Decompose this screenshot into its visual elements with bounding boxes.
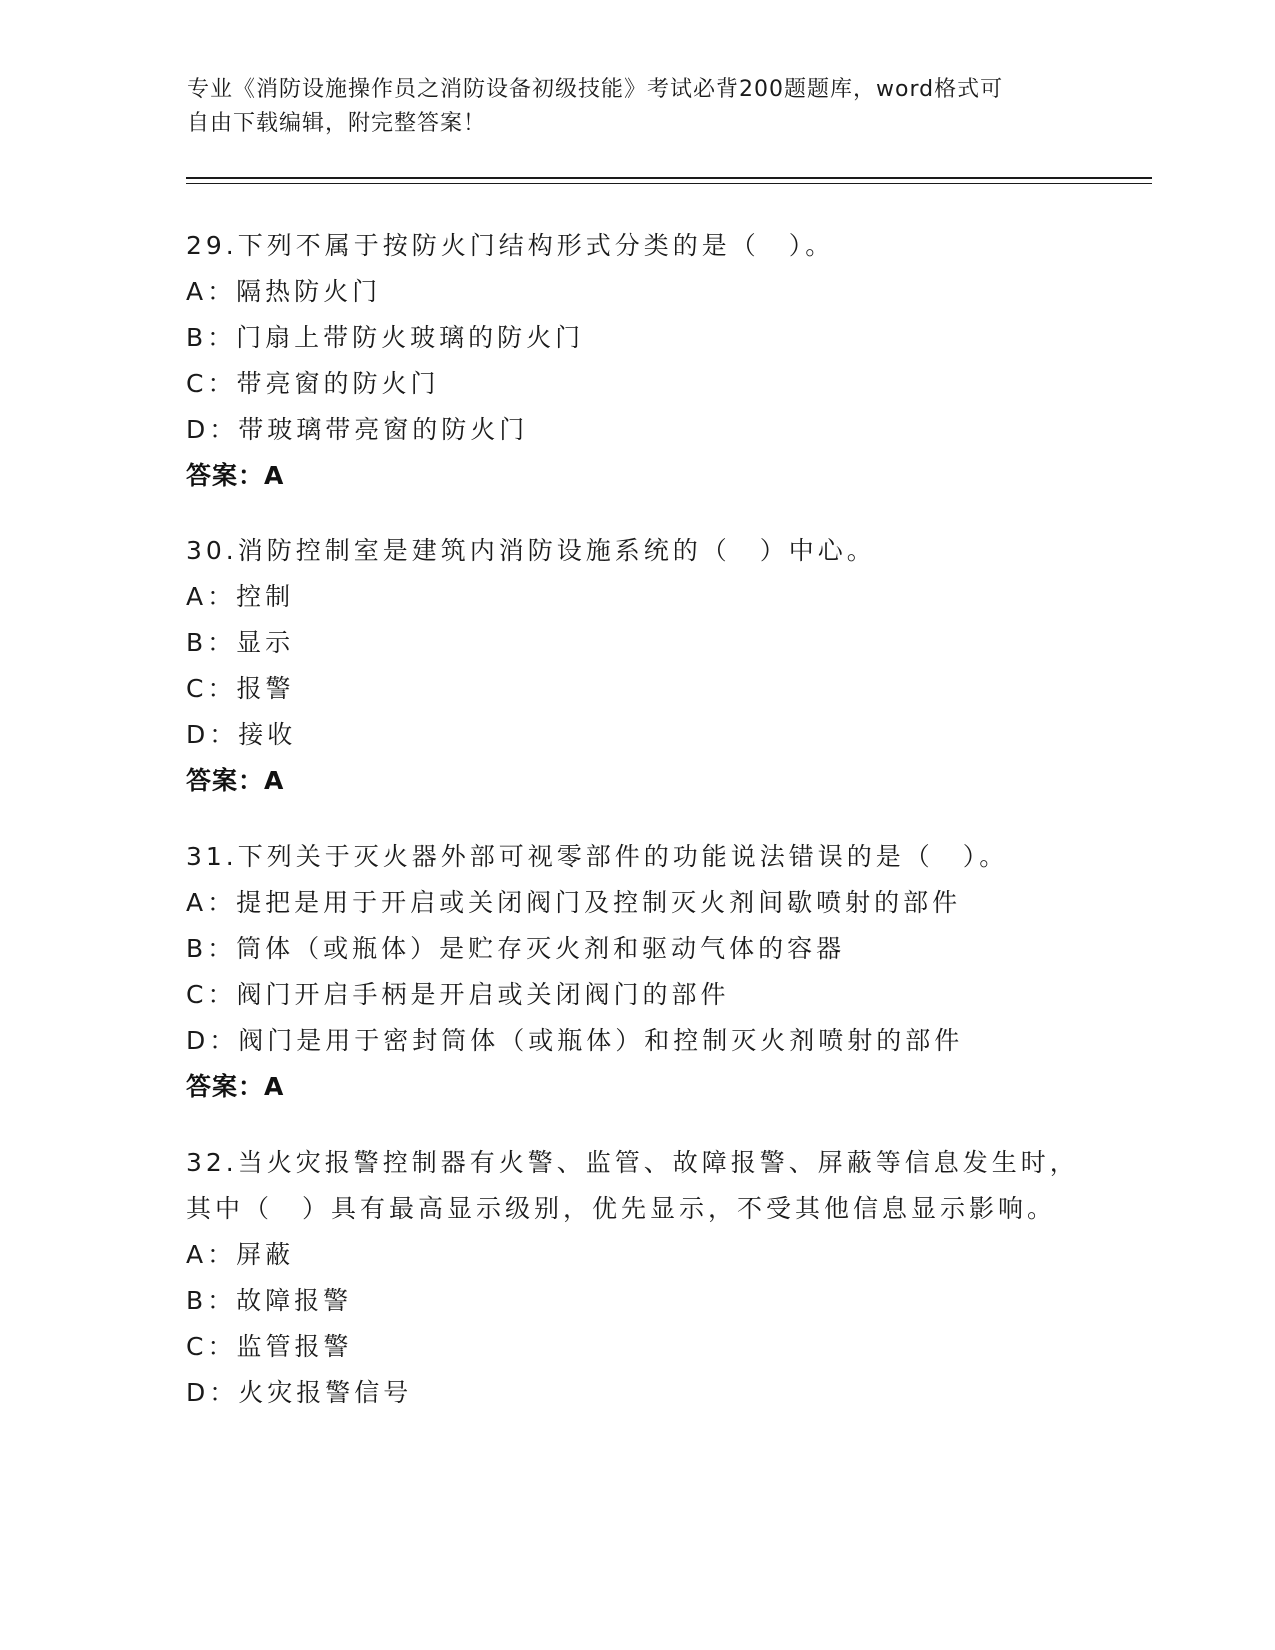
- option-c: C：报警: [186, 674, 295, 703]
- option-b: B：故障报警: [186, 1286, 353, 1315]
- option-c: C：监管报警: [186, 1332, 353, 1361]
- option-a: A：隔热防火门: [186, 277, 382, 306]
- answer-value: A: [264, 766, 285, 795]
- question-30: [186, 528, 1086, 804]
- question-stem: 29.下列不属于按防火门结构形式分类的是（ ）。: [186, 231, 835, 260]
- question-stem: 32.当火灾报警控制器有火警、监管、故障报警、屏蔽等信息发生时，: [186, 1148, 1079, 1177]
- option-b: B：筒体（或瓶体）是贮存灭火剂和驱动气体的容器: [186, 934, 846, 963]
- question-stem: 30.消防控制室是建筑内消防设施系统的（ ）中心。: [186, 536, 876, 565]
- question-stem-continued: 其中（ ）具有最高显示级别，优先显示，不受其他信息显示影响。: [186, 1194, 1057, 1223]
- answer-label: 答案：: [186, 461, 265, 490]
- answer-value: A: [264, 1072, 285, 1101]
- option-b: B：显示: [186, 628, 295, 657]
- option-c: C：带亮窗的防火门: [186, 369, 440, 398]
- option-d: D：阀门是用于密封筒体（或瓶体）和控制灭火剂喷射的部件: [186, 1026, 964, 1055]
- question-31: [186, 834, 1086, 1110]
- option-b: B：门扇上带防火玻璃的防火门: [186, 323, 585, 352]
- answer-label: 答案：: [186, 766, 265, 795]
- option-a: A：提把是用于开启或关闭阀门及控制灭火剂间歇喷射的部件: [186, 888, 962, 917]
- option-a: A：控制: [186, 582, 295, 611]
- option-d: D：接收: [186, 720, 297, 749]
- answer-line: [186, 453, 1086, 499]
- header-line-2: 自由下载编辑，附完整答案！: [187, 111, 487, 136]
- answer-line: [186, 758, 1086, 804]
- option-d: D：带玻璃带亮窗的防火门: [186, 415, 529, 444]
- option-a: A：屏蔽: [186, 1240, 295, 1269]
- option-c: C：阀门开启手柄是开启或关闭阀门的部件: [186, 980, 730, 1009]
- question-32: [186, 1140, 1086, 1416]
- question-29: [186, 223, 1086, 499]
- document-header: [187, 73, 1067, 141]
- header-divider: [186, 177, 1152, 184]
- answer-value: A: [264, 461, 285, 490]
- answer-line: [186, 1064, 1086, 1110]
- header-line-1: 专业《消防设施操作员之消防设备初级技能》考试必背200题题库，word格式可: [187, 77, 1004, 102]
- answer-label: 答案：: [186, 1072, 265, 1101]
- question-stem: 31.下列关于灭火器外部可视零部件的功能说法错误的是（ ）。: [186, 842, 1009, 871]
- option-d: D：火灾报警信号: [186, 1378, 413, 1407]
